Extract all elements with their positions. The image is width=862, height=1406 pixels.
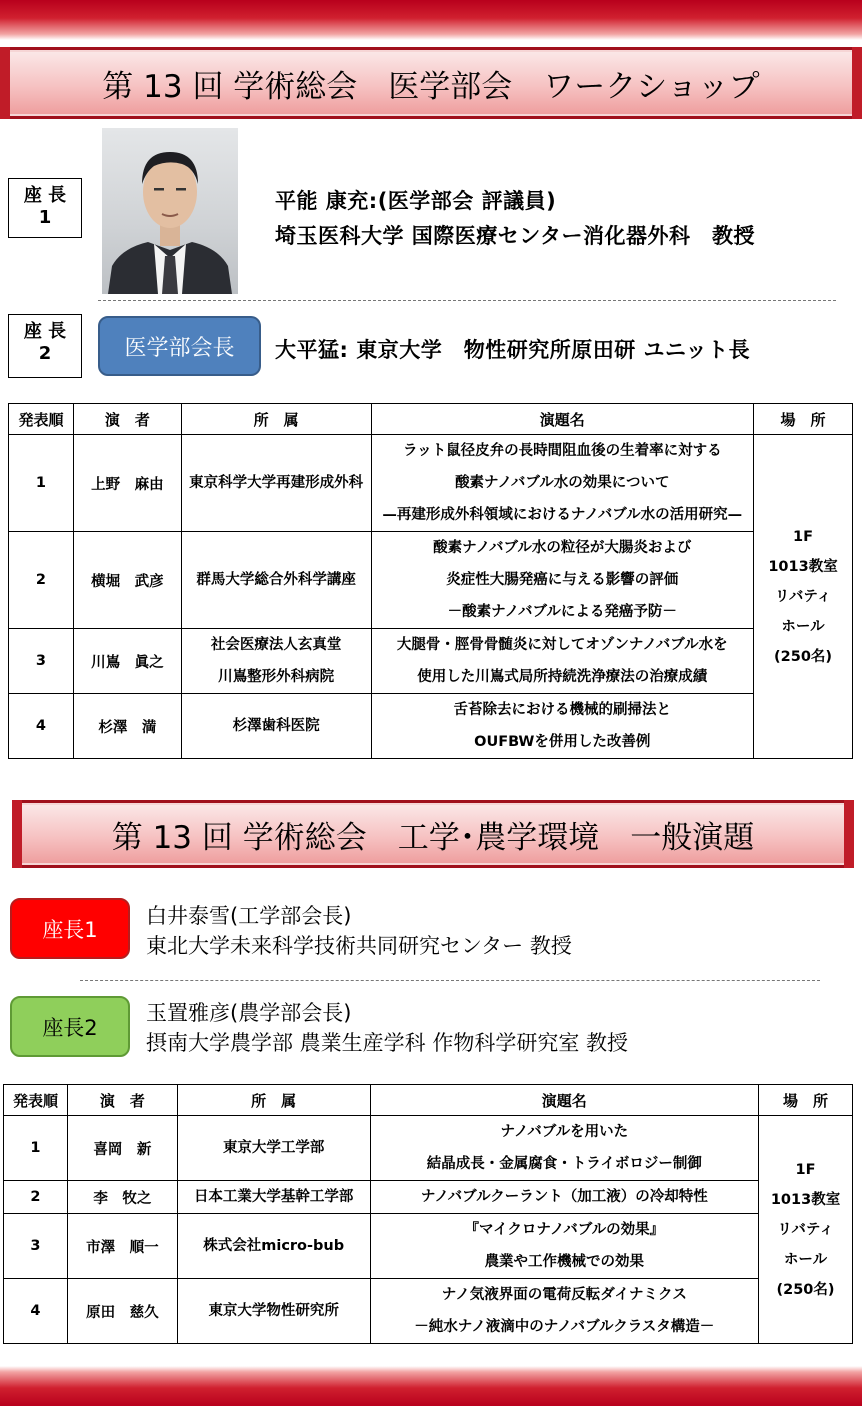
title-line: 農業や工作機械での効果 xyxy=(484,1254,645,1270)
table-header-row xyxy=(4,1085,853,1116)
affil-line: 東京科学大学再建形成外科 xyxy=(189,475,364,491)
table-row xyxy=(4,1214,853,1279)
section2-banner xyxy=(12,800,854,868)
cell-title xyxy=(371,694,754,759)
chair1-number: 1 xyxy=(38,207,52,228)
cell-order: 2 xyxy=(9,532,74,629)
title-line: 『マイクロナノバブルの効果』 xyxy=(464,1222,665,1238)
affil-line: 東京大学物性研究所 xyxy=(208,1303,339,1319)
header-speaker: 演 者 xyxy=(73,404,181,435)
program-table-2 xyxy=(3,1084,853,1344)
s2-chair1-name: 白井泰雪(工学部会長) xyxy=(146,904,352,928)
divider xyxy=(98,300,836,301)
chair1-label-box xyxy=(8,178,82,238)
header-affiliation: 所 属 xyxy=(181,404,371,435)
banner-edge-left xyxy=(0,47,10,119)
s2-chair1-affiliation: 東北大学未来科学技術共同研究センター 教授 xyxy=(146,934,572,958)
chair2-number: 2 xyxy=(38,343,52,364)
title-line: 大腿骨・脛骨骨髄炎に対してオゾンナノバブル水を xyxy=(396,637,728,653)
chair2-role-badge: 医学部会長 xyxy=(98,316,261,376)
cell-order: 4 xyxy=(4,1279,68,1344)
place-line: リバティ xyxy=(777,1221,834,1238)
title-line: 舌苔除去における機械的刷掃法と xyxy=(453,702,672,718)
cell-title xyxy=(370,1279,758,1344)
cell-order: 3 xyxy=(4,1214,68,1279)
cell-affiliation xyxy=(181,532,371,629)
affil-line: 東京大学工学部 xyxy=(222,1140,325,1156)
title-line: －純水ナノ液滴中のナノバブルクラスタ構造－ xyxy=(414,1319,715,1335)
table-row xyxy=(4,1279,853,1344)
chair2-label-box xyxy=(8,314,82,378)
title-line: 使用した川嶌式局所持続洗浄療法の治療成績 xyxy=(417,669,708,685)
divider xyxy=(80,980,820,981)
section1-title: 第 13 回 学術総会 医学部会 ワークショップ xyxy=(102,68,760,105)
header-place: 場 所 xyxy=(759,1085,853,1116)
s2-chair2-name: 玉置雅彦(農学部会長) xyxy=(146,1001,352,1025)
chair1-portrait xyxy=(102,128,238,294)
cell-affiliation xyxy=(177,1214,370,1279)
title-line: ナノバブルクーラント（加工液）の冷却特性 xyxy=(420,1189,708,1205)
cell-speaker: 上野 麻由 xyxy=(73,435,181,532)
header-speaker: 演 者 xyxy=(67,1085,177,1116)
place-line: 1F xyxy=(795,1161,816,1178)
cell-title xyxy=(371,435,754,532)
cell-speaker: 市澤 順一 xyxy=(67,1214,177,1279)
banner-edge-right xyxy=(844,800,854,868)
chair1-badge: 座長1 xyxy=(10,898,130,959)
header-order: 発表順 xyxy=(4,1085,68,1116)
header-title: 演題名 xyxy=(370,1085,758,1116)
cell-order: 2 xyxy=(4,1181,68,1214)
header-order: 発表順 xyxy=(9,404,74,435)
cell-order: 1 xyxy=(9,435,74,532)
cell-affiliation xyxy=(177,1181,370,1214)
cell-speaker: 横堀 武彦 xyxy=(73,532,181,629)
table-row xyxy=(9,532,853,629)
table-row xyxy=(4,1116,853,1181)
place-line: 1013教室 xyxy=(770,1191,841,1208)
affil-line: 群馬大学総合外科学講座 xyxy=(196,572,356,588)
cell-title xyxy=(370,1214,758,1279)
chair1-name: 平能 康充:(医学部会 評議員) xyxy=(275,189,557,213)
title-line: 酸素ナノバブル水の効果について xyxy=(455,475,670,491)
title-line: 結晶成長・金属腐食・トライボロジー制御 xyxy=(426,1156,702,1172)
table-row xyxy=(9,694,853,759)
affil-line: 杉澤歯科医院 xyxy=(232,718,320,734)
cell-speaker: 杉澤 満 xyxy=(73,694,181,759)
cell-affiliation xyxy=(181,435,371,532)
banner-edge-right xyxy=(852,47,862,119)
portrait-image xyxy=(102,128,238,294)
chair2-label: 座 長 xyxy=(23,321,67,342)
cell-affiliation xyxy=(177,1116,370,1181)
place-line: ホール xyxy=(781,618,825,635)
title-line: ナノ気液界面の電荷反転ダイナミクス xyxy=(441,1287,687,1303)
header-affiliation: 所 属 xyxy=(177,1085,370,1116)
place-line: 1013教室 xyxy=(768,558,838,575)
cell-title xyxy=(370,1181,758,1214)
cell-affiliation xyxy=(181,694,371,759)
affil-line: 日本工業大学基幹工学部 xyxy=(193,1189,354,1205)
cell-title xyxy=(370,1116,758,1181)
chair1-affiliation: 埼玉医科大学 国際医療センター消化器外科 教授 xyxy=(275,224,755,248)
title-line: ラット鼠径皮弁の長時間阻血後の生着率に対する xyxy=(402,443,722,459)
place-line: 1F xyxy=(793,528,814,545)
table-row xyxy=(9,435,853,532)
cell-speaker: 喜岡 新 xyxy=(67,1116,177,1181)
affil-line: 株式会社micro-bub xyxy=(203,1238,345,1254)
cell-place xyxy=(754,435,853,759)
cell-order: 1 xyxy=(4,1116,68,1181)
top-decor-band xyxy=(0,0,862,40)
table-header-row xyxy=(9,404,853,435)
cell-affiliation xyxy=(181,629,371,694)
cell-order: 4 xyxy=(9,694,74,759)
place-line: (250名) xyxy=(774,648,833,665)
table-row xyxy=(4,1181,853,1214)
cell-speaker: 原田 慈久 xyxy=(67,1279,177,1344)
title-line: 炎症性大腸発癌に与える影響の評価 xyxy=(446,572,679,588)
affil-line: 社会医療法人玄真堂 xyxy=(210,637,342,653)
title-line: —再建形成外科領域におけるナノバブル水の活用研究— xyxy=(382,507,743,523)
title-line: ナノバブルを用いた xyxy=(500,1124,629,1140)
place-line: リバティ xyxy=(774,588,832,605)
header-title: 演題名 xyxy=(371,404,754,435)
cell-title xyxy=(371,532,754,629)
cell-order: 3 xyxy=(9,629,74,694)
section1-banner xyxy=(0,47,862,119)
title-line: －酸素ナノバブルによる発癌予防－ xyxy=(447,604,677,620)
place-line: (250名) xyxy=(776,1281,835,1298)
program-table-1 xyxy=(8,403,853,759)
cell-title xyxy=(371,629,754,694)
cell-place xyxy=(759,1116,853,1344)
banner-edge-left xyxy=(12,800,22,868)
cell-speaker: 李 牧之 xyxy=(67,1181,177,1214)
title-line: OUFBWを併用した改善例 xyxy=(474,734,651,750)
place-line: ホール xyxy=(783,1251,828,1268)
chair2-text: 大平猛: 東京大学 物性研究所原田研 ユニット長 xyxy=(275,338,751,362)
section2-title: 第 13 回 学術総会 工学･農学環境 一般演題 xyxy=(111,819,755,856)
s2-chair2-affiliation: 摂南大学農学部 農業生産学科 作物科学研究室 教授 xyxy=(146,1031,629,1055)
header-place: 場 所 xyxy=(754,404,853,435)
affil-line: 川嶌整形外科病院 xyxy=(218,669,335,685)
table-row xyxy=(9,629,853,694)
title-line: 酸素ナノバブル水の粒径が大腸炎および xyxy=(433,540,692,556)
chair2-badge: 座長2 xyxy=(10,996,130,1057)
cell-affiliation xyxy=(177,1279,370,1344)
bottom-decor-band xyxy=(0,1366,862,1406)
chair1-label: 座 長 xyxy=(23,185,67,206)
cell-speaker: 川嶌 眞之 xyxy=(73,629,181,694)
